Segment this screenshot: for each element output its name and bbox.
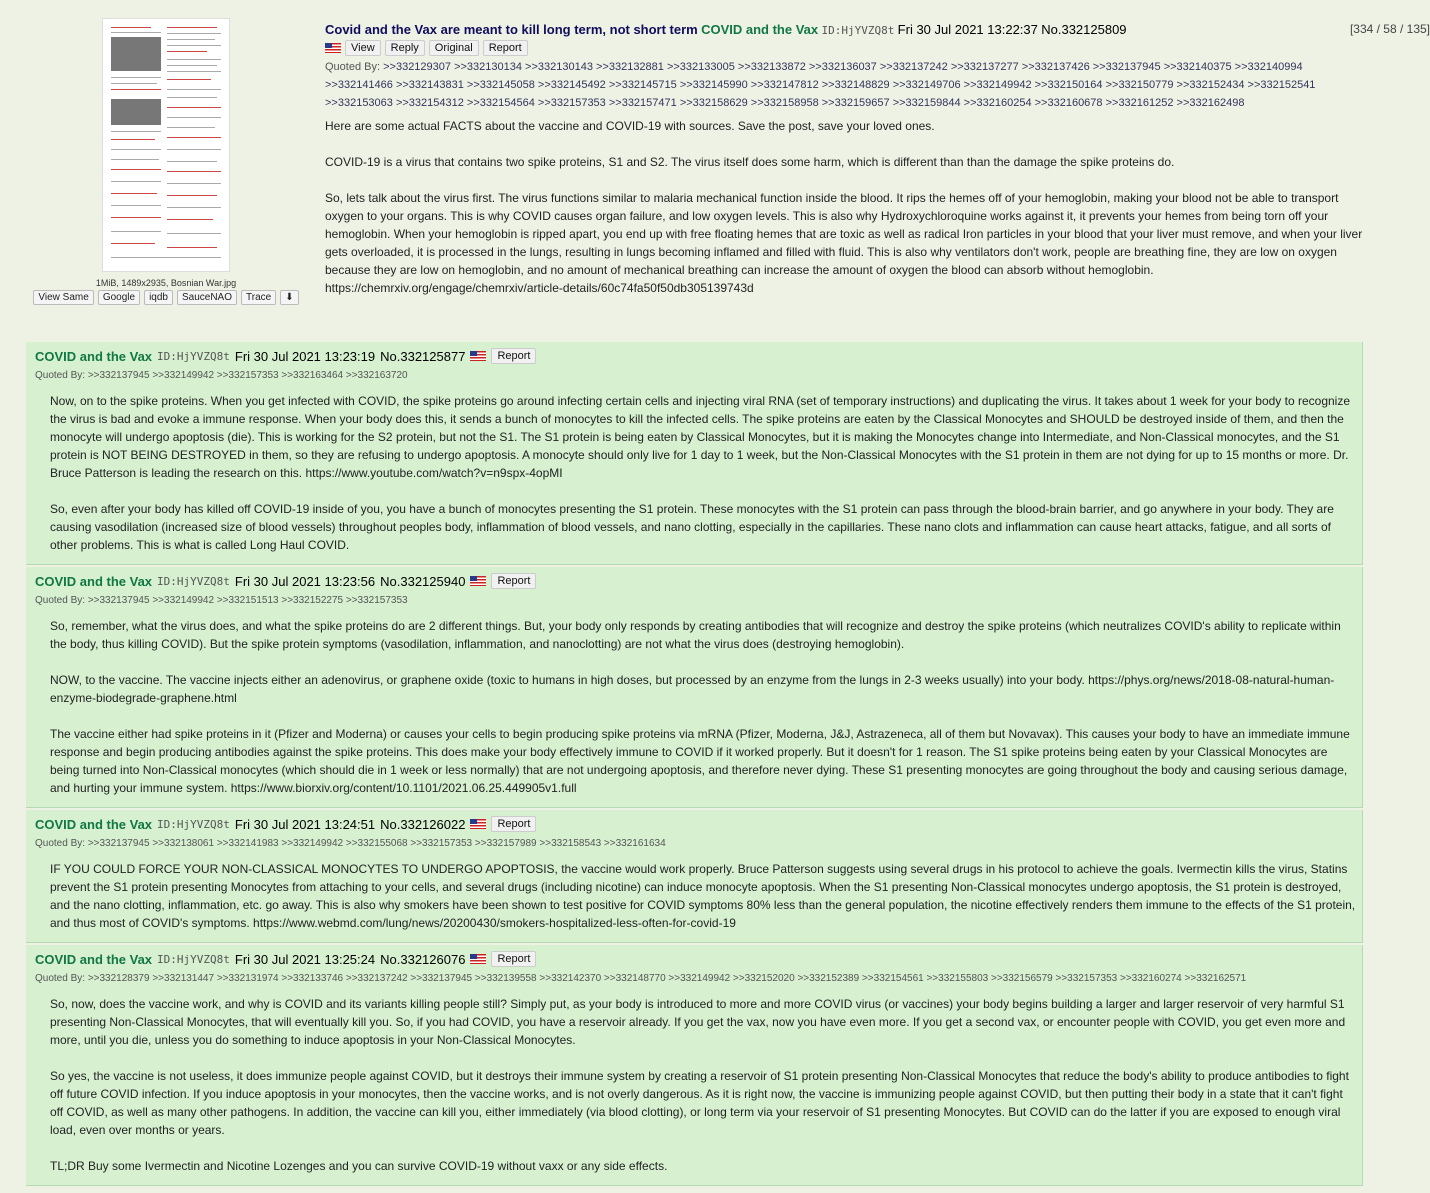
thread-counts: [334 / 58 / 135] xyxy=(1349,22,1430,36)
post-datetime: Fri 30 Jul 2021 13:24:51 xyxy=(234,816,376,832)
reply-post xyxy=(26,810,1363,943)
post-datetime: Fri 30 Jul 2021 13:23:56 xyxy=(234,573,376,589)
view-same-button[interactable]: View Same xyxy=(33,290,93,305)
post-number[interactable]: No.332126076 xyxy=(380,951,466,967)
us-flag-icon xyxy=(470,576,486,586)
post-datetime: Fri 30 Jul 2021 13:23:19 xyxy=(234,348,376,364)
quoted-by-links[interactable]: >>332137945 >>332149942 >>332151513 >>332152275 >>332157353 xyxy=(87,595,408,606)
reply-paragraph: The vaccine either had spike proteins in it (Pfizer and Moderna) or causes your cells to begin producing spike proteins via mRNA (Pfizer, Moderna, J&J, Astrazeneca, all of them but Novavax). This causes your body to have an immediate immune response and begin producing antibodies against the spike proteins. This does make your body effectively immune to COVID if it worked properly. But it doesn't for 1 reason. The S1 spike proteins being eaten by your Classical Monocytes are being turned into Non-Classical monocytes (which should die in 1 week or less normally) that are not undergoing apoptosis, and therefore never dying. These S1 presenting monocytes are going throughout the body and causing serious damage, and hurting your immune system. https://www.biorxiv.org/content/10.1101/2021.06.25.449905v1.full xyxy=(50,727,1350,795)
op-thumbnail[interactable] xyxy=(102,18,230,272)
op-content xyxy=(325,22,1430,315)
reply-paragraph: So, even after your body has killed off COVID-19 inside of you, you have a bunch of monocytes presenting the S1 protein. These monocytes with the S1 protein can pass through the blood-brain barrier, and go anywhere in your body. They are causing vasodilation (increased size of blood vessels) throughout peoples body, inflammation of blood vessels, and nano clotting, especially in the capillaries. These nano clots and inflammation can cause heart attacks, fatigue, and all sorts of other problems. This is what is called Long Haul COVID. xyxy=(50,502,1334,552)
reply-body xyxy=(50,995,1356,1193)
poster-name: COVID and the Vax xyxy=(35,348,153,364)
reply-post xyxy=(26,567,1363,808)
op-header xyxy=(325,22,1430,37)
poster-id[interactable]: ID:HjYVZQ8t xyxy=(157,817,230,831)
poster-name: COVID and the Vax xyxy=(701,22,819,37)
reply-quoted-by xyxy=(35,973,1246,984)
post-number[interactable]: No.332125877 xyxy=(380,348,466,364)
image-search-tools xyxy=(18,290,314,305)
quoted-by-label: Quoted By: xyxy=(35,595,86,606)
us-flag-icon xyxy=(470,819,486,829)
us-flag-icon xyxy=(470,954,486,964)
original-button[interactable]: Original xyxy=(429,40,479,56)
trace-search-button[interactable]: Trace xyxy=(241,290,276,305)
reply-quoted-by xyxy=(35,838,666,849)
reply-header xyxy=(35,348,536,364)
reply-paragraph: So yes, the vaccine is not useless, it does immunize people against COVID, but it destroys their immune system by creating a reservoir of S1 protein presenting Non-Classical Monocytes that reduce the body's ability to produce antibodies to fight off future COVID infection. If you induce apoptosis in your monocytes, then the vaccine works, and is not overly dangerous. As it is right now, the vaccine is immunizing people against COVID, but then putting their body in a state that it can't fight off COVID, as well as many other pathogens. In addition, the vaccine can kill you, either immediately (via blood clotting), or long term via your reservoir of S1 presenting Monocytes. But COVID can do the latter if you are exposed to enough viral load, even over months or years. xyxy=(50,1069,1349,1137)
reply-header xyxy=(35,951,536,967)
saucenao-search-button[interactable]: SauceNAO xyxy=(177,290,237,305)
quoted-by-links[interactable]: >>332137945 >>332149942 >>332157353 >>332163464 >>332163720 xyxy=(87,370,408,381)
report-button[interactable]: Report xyxy=(491,573,536,589)
reply-paragraph: NOW, to the vaccine. The vaccine injects either an adenovirus, or graphene oxide (toxic to humans in high doses, but processed by an enzyme from the lungs in 2-3 weeks usually) into your body. https://phys.org/news/2018-08-natural-human-enzyme-biodegrade-graphene.html xyxy=(50,673,1335,705)
file-info: 1MiB, 1489x2935, Bosnian War.jpg xyxy=(95,278,237,288)
op-file xyxy=(18,18,314,305)
post-datetime: Fri 30 Jul 2021 13:25:24 xyxy=(234,951,376,967)
reply-header xyxy=(35,573,536,589)
op-paragraph: COVID-19 is a virus that contains two spike proteins, S1 and S2. The virus itself does some harm, which is different than than the damage the spike proteins do. xyxy=(325,155,1175,169)
view-button[interactable]: View xyxy=(345,40,381,56)
reply-paragraph: TL;DR Buy some Ivermectin and Nicotine Lozenges and you can survive COVID-19 without vaxx or any side effects. xyxy=(50,1159,668,1173)
post-number[interactable]: No.332125809 xyxy=(1041,22,1127,37)
quoted-by-label: Quoted By: xyxy=(325,61,381,73)
op-quoted-by xyxy=(325,58,1370,112)
op-paragraph: Here are some actual FACTS about the vaccine and COVID-19 with sources. Save the post, save your loved ones. xyxy=(325,119,935,133)
reply-body xyxy=(50,617,1356,815)
reply-button[interactable]: Reply xyxy=(385,40,425,56)
reply-quoted-by xyxy=(35,595,408,606)
reply-paragraph: Now, on to the spike proteins. When you get infected with COVID, the spike proteins go around infecting certain cells and injecting viral RNA (set of temporary instructions) and duplicating the virus. It takes about 1 week for your body to recognize the virus is bad and evoke a immune response. When your body does this, it sends a bunch of monocytes to kill the infected cells. The spike proteins are eaten by the Classical Monocytes and SHOULD be destroyed inside of them, and then the monocyte will undergo apoptosis (die). This is working for the S2 protein, but not the S1. The S1 protein is being eaten by Classical Monocytes, but it is making the Monocytes change into Intermediate, and Non-Classical monocytes, and the S1 protein is NOT BEING DESTROYED in them, so they are refusing to undergo apoptosis. A monocyte should only live for 1 day to 1 week, but the Non-Classical Monocytes with the S1 protein in them are not dying for up to 15 months or more. Dr. Bruce Patterson is leading the research on this. https://www.youtube.com/watch?v=n9spx-4opMI xyxy=(50,394,1351,480)
reply-post xyxy=(26,342,1363,565)
google-search-button[interactable]: Google xyxy=(98,290,140,305)
report-button[interactable]: Report xyxy=(483,40,528,56)
report-button[interactable]: Report xyxy=(491,816,536,832)
post-datetime: Fri 30 Jul 2021 13:22:37 xyxy=(897,22,1038,37)
reply-paragraph: IF YOU COULD FORCE YOUR NON-CLASSICAL MONOCYTES TO UNDERGO APOPTOSIS, the vaccine would work properly. Bruce Patterson suggests using several drugs in his protocol to achieve the goals. Ivermectin kills the virus, Statins prevent the S1 protein presenting Monocytes from attaching to your cells, and several drugs (including nicotine) can induce monocyte apoptosis. When the S1 presenting Non-Classical monocytes undergo apoptosis, the S1 protein is destroyed, and the nano clotting, inflammation, etc. go away. This is also why smokers have been shown to test positive for COVID symptoms 80% less than the general population, the nicotine effectively renders them immune to the effects of the S1 protein, and thus most of COVID's symptoms. https://www.webmd.com/lung/news/20200430/smokers-hospitalized-less-often-for-covid-19 xyxy=(50,862,1356,930)
op-body xyxy=(325,117,1370,297)
us-flag-icon xyxy=(470,351,486,361)
poster-name: COVID and the Vax xyxy=(35,573,153,589)
reply-post xyxy=(26,945,1363,1186)
reply-header xyxy=(35,816,536,832)
poster-name: COVID and the Vax xyxy=(35,951,153,967)
reply-body xyxy=(50,392,1356,572)
post-subject: Covid and the Vax are meant to kill long term, not short term xyxy=(325,22,698,37)
quoted-by-label: Quoted By: xyxy=(35,370,86,381)
us-flag-icon xyxy=(325,43,341,53)
reply-paragraph: So, remember, what the virus does, and what the spike proteins do are 2 different things. But, your body only responds by creating antibodies that will recognize and destroy the spike proteins (which neutralizes COVID's ability to replicate within the body, thus killing COVID). But the spike protein symptoms (vasodilation, inflammation, and nanoclotting) are not what the virus does (destroying hemoglobin). xyxy=(50,619,1341,651)
download-icon[interactable]: ⬇ xyxy=(280,290,298,305)
op-button-row xyxy=(325,40,1370,56)
quoted-by-label: Quoted By: xyxy=(35,973,86,984)
reply-paragraph: So, now, does the vaccine work, and why is COVID and its variants killing people still? Simply put, as your body is introduced to more and more COVID virus (or vaccines) your body begins building a larger and larger reservoir of very harmful S1 presenting Non-Classical Monocytes, that will eventually kill you. So, if you had COVID, you have a reservoir already. If you get the vax, now you have even more. If you get a second vax, or encounter people with COVID, you get even more and more, until you die, unless you do something to induce apoptosis in your Non-Classical Monocytes. xyxy=(50,997,1346,1047)
poster-name: COVID and the Vax xyxy=(35,816,153,832)
post-number[interactable]: No.332126022 xyxy=(380,816,466,832)
op-post xyxy=(0,0,1430,330)
iqdb-search-button[interactable]: iqdb xyxy=(144,290,173,305)
quoted-by-links[interactable]: >>332129307 >>332130134 >>332130143 >>332132881 >>332133005 >>332133872 >>332136037 >>332137242 >>332137277 >>332137426 >>332137945 >>332140375 >>332140994 >>332141466 >>332143831 >>332145058 >>332145492 >>332145715 >>332145990 >>332147812 >>332148829 >>332149706 >>332149942 >>332150164 >>332150779 >>332152434 >>332152541 >>332153063 >>332154312 >>332154564 >>332157353 >>332157471 >>332158629 >>332158958 >>332159657 >>332159844 >>332160254 >>332160678 >>332161252 >>332162498 xyxy=(325,61,1316,109)
poster-id[interactable]: ID:HjYVZQ8t xyxy=(157,952,230,966)
quoted-by-links[interactable]: >>332137945 >>332138061 >>332141983 >>332149942 >>332155068 >>332157353 >>332157989 >>332158543 >>332161634 xyxy=(87,838,666,849)
reply-quoted-by xyxy=(35,370,408,381)
poster-id[interactable]: ID:HjYVZQ8t xyxy=(821,24,895,37)
quoted-by-links[interactable]: >>332128379 >>332131447 >>332131974 >>332133746 >>332137242 >>332137945 >>332139558 >>332142370 >>332148770 >>332149942 >>332152020 >>332152389 >>332154561 >>332155803 >>332156579 >>332157353 >>332160274 >>332162571 xyxy=(87,973,1247,984)
quoted-by-label: Quoted By: xyxy=(35,838,86,849)
poster-id[interactable]: ID:HjYVZQ8t xyxy=(157,349,230,363)
op-paragraph: So, lets talk about the virus first. The virus functions similar to malaria mechanical function inside the blood. It rips the hemes off of your hemoglobin, making your blood not be able to transport oxygen to your organs. This is why COVID causes organ failure, and low oxygen levels. This is also why Hydroxychloroquine works against it, it prevents your hemes from being torn off your hemoglobin. When your hemoglobin is ripped apart, you end up with free floating hemes that are toxic as well as radical Iron particles in your blood that your liver must remove, and when your liver gets overloaded, it is processed in the lungs, resulting in lungs becoming inflamed and filled with fluid. This is also why ventilators don't work, people are breathing fine, they are low on oxygen because they are low on hemoglobin, and no amount of mechanical breathing can increase the amount of oxygen the blood can absorb without hemoglobin. https://chemrxiv.org/engage/chemrxiv/article-details/60c74fa50f50db305139743d xyxy=(325,191,1363,295)
report-button[interactable]: Report xyxy=(491,348,536,364)
report-button[interactable]: Report xyxy=(491,951,536,967)
poster-id[interactable]: ID:HjYVZQ8t xyxy=(157,574,230,588)
post-number[interactable]: No.332125940 xyxy=(380,573,466,589)
reply-body xyxy=(50,860,1356,950)
